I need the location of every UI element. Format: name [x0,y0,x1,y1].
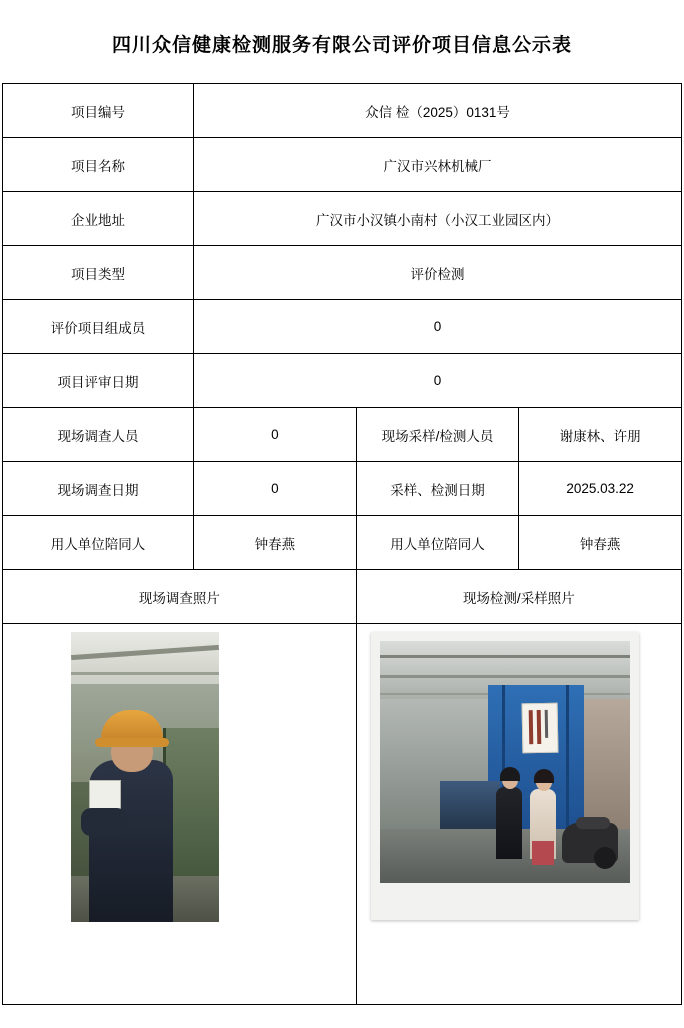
photo-helmet-brim [95,738,169,747]
row-value-sampling-staff: 谢康林、许朋 [519,408,682,462]
photo-panel-seam [566,685,569,835]
table-row-photo-headers [3,570,682,624]
photo-scooter-seat [576,817,610,829]
photo-machine [440,781,500,829]
row-label-sampling-date: 采样、检测日期 [356,462,519,516]
photo-brick-wall [584,699,630,831]
testing-photo-frame [371,632,639,920]
table-row [3,246,682,300]
table-row [3,462,682,516]
row-label-review-date: 项目评审日期 [3,354,194,408]
photo-truss [380,655,630,658]
row-label-company-address: 企业地址 [3,192,194,246]
table-row [3,408,682,462]
row-value-project-type: 评价检测 [194,246,682,300]
row-label-sampling-staff: 现场采样/检测人员 [356,408,519,462]
page-title: 四川众信健康检测服务有限公司评价项目信息公示表 [111,35,572,56]
row-value-escort-right: 钟春燕 [519,516,682,570]
row-value-sampling-date: 2025.03.22 [519,462,682,516]
row-value-survey-staff: 0 [194,408,357,462]
photo-sign-text-line [536,710,541,744]
row-label-survey-date: 现场调查日期 [3,462,194,516]
table-row [3,192,682,246]
photo-header-survey: 现场调查照片 [3,570,357,624]
photo-sign-text-line [544,710,547,738]
photo-truss [380,675,630,678]
table-row-photos [3,624,682,1005]
photo-person-hair [534,769,554,783]
project-info-table [2,83,682,1005]
table-row [3,300,682,354]
row-value-company-address: 广汉市小汉镇小南村（小汉工业园区内） [194,192,682,246]
photo-beam [71,672,219,675]
row-value-project-name: 广汉市兴林机械厂 [194,138,682,192]
photo-ceiling [71,632,219,690]
survey-photo-wrap [3,624,356,1004]
row-label-project-name: 项目名称 [3,138,194,192]
table-row [3,354,682,408]
testing-photo-wrap [357,624,681,1004]
row-label-project-number: 项目编号 [3,84,194,138]
row-value-project-number: 众信 检（2025）0131号 [194,84,682,138]
row-value-escort-left: 钟春燕 [194,516,357,570]
row-value-review-date: 0 [194,354,682,408]
row-label-escort-left: 用人单位陪同人 [3,516,194,570]
testing-photo-image [380,641,630,883]
photo-wall-sign [521,703,558,754]
photo-sign-text-line [528,710,533,744]
photo-person-skirt [532,841,554,865]
photo-cell-testing [356,624,681,1005]
row-value-survey-date: 0 [194,462,357,516]
photo-worker-arm [81,808,127,836]
row-label-team-members: 评价项目组成员 [3,300,194,354]
photo-header-testing: 现场检测/采样照片 [356,570,681,624]
row-label-project-type: 项目类型 [3,246,194,300]
table-row [3,138,682,192]
photo-scooter-wheel [594,847,616,869]
survey-photo-image [71,632,219,922]
row-label-escort-right: 用人单位陪同人 [356,516,519,570]
row-label-survey-staff: 现场调查人员 [3,408,194,462]
photo-cell-survey [3,624,357,1005]
row-value-team-members: 0 [194,300,682,354]
table-row [3,516,682,570]
table-row [3,84,682,138]
photo-person-body [496,787,522,859]
photo-person-hair [500,767,520,781]
